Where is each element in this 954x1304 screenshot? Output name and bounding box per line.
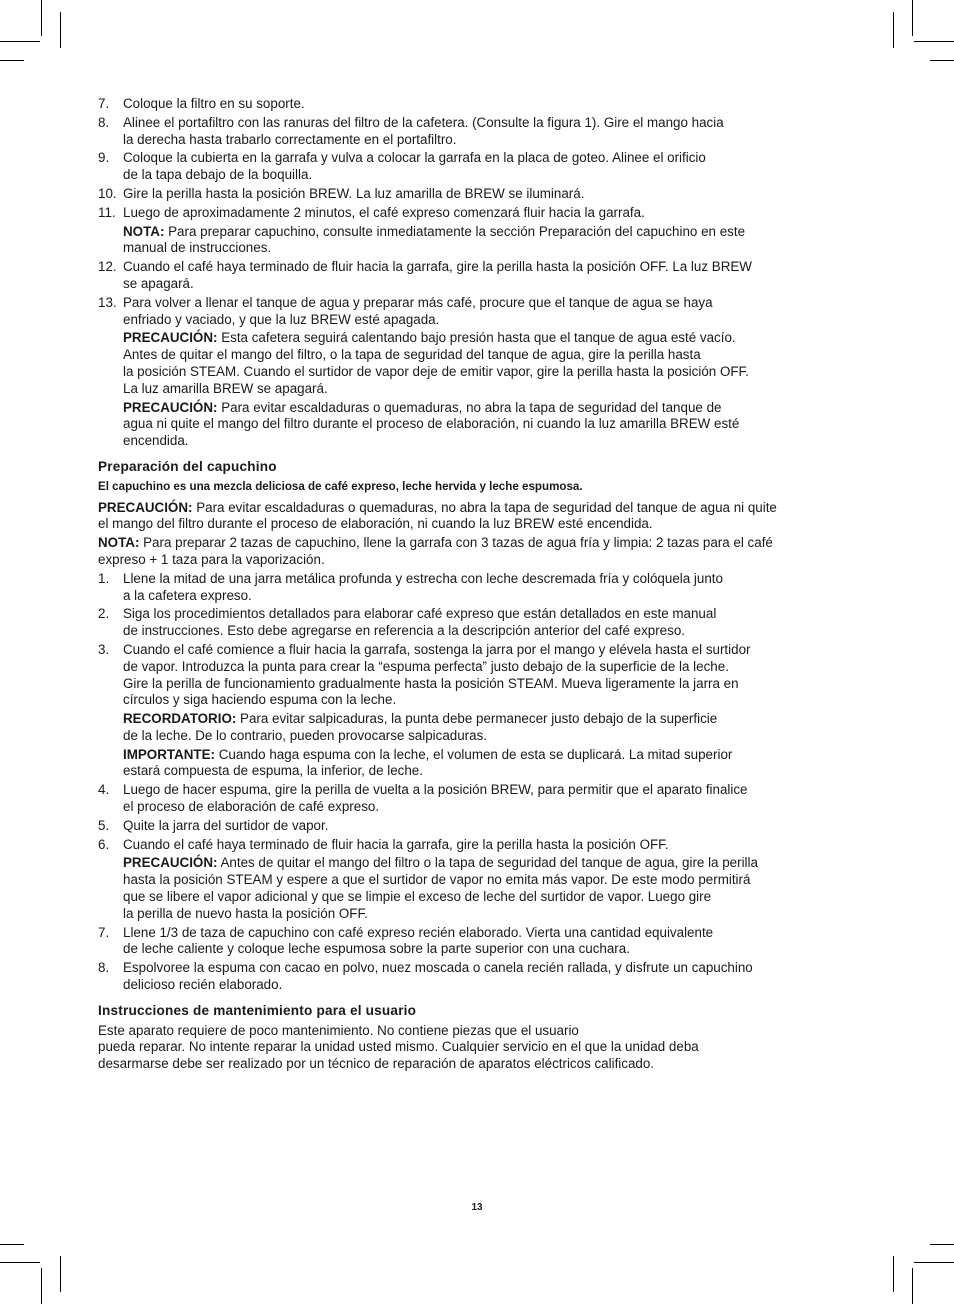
step-number: 12. bbox=[98, 259, 117, 275]
note-line: agua ni quite el mango del filtro durante el proceso de elaboración, ni cuando la luz amarilla BREW esté bbox=[123, 416, 740, 432]
note-label: PRECAUCIÓN: bbox=[123, 399, 218, 415]
step-line: Luego de aproximadamente 2 minutos, el café expreso comenzará fluir hacia la garrafa. bbox=[123, 204, 645, 220]
step-list-brewing bbox=[98, 96, 853, 450]
step-text bbox=[123, 925, 853, 959]
crop-mark bbox=[60, 12, 61, 48]
note-text bbox=[98, 535, 773, 567]
crop-mark bbox=[41, 0, 42, 36]
step-line: el proceso de elaboración de café expreso. bbox=[123, 799, 380, 815]
step-text bbox=[123, 782, 853, 816]
note-line: que se libere el vapor adicional y que se limpie el exceso de leche del surtidor de vapor. Luego gire bbox=[123, 889, 712, 905]
step-note bbox=[123, 747, 853, 781]
step-number: 8. bbox=[98, 960, 110, 976]
step-number: 7. bbox=[98, 924, 110, 940]
crop-mark bbox=[912, 1268, 913, 1304]
step-number: 2. bbox=[98, 606, 110, 622]
step-number: 6. bbox=[98, 836, 110, 852]
crop-mark bbox=[41, 1268, 42, 1304]
step-text bbox=[123, 259, 853, 293]
note-line: manual de instrucciones. bbox=[123, 240, 272, 256]
crop-mark bbox=[0, 60, 24, 61]
step-line: Gire la perilla de funcionamiento gradualmente hasta la posición STEAM. Mueva ligeramente la jarra en bbox=[123, 675, 739, 691]
step-number: 3. bbox=[98, 641, 110, 657]
section-lead: El capuchino es una mezcla deliciosa de café expreso, leche hervida y leche espumosa. bbox=[98, 479, 583, 493]
step-line: a la cafetera expreso. bbox=[123, 587, 252, 603]
section-title-maintenance: Instrucciones de mantenimiento para el usuario bbox=[98, 1002, 417, 1018]
paragraph-line: desarmarse debe ser realizado por un técnico de reparación de aparatos eléctricos calificado. bbox=[98, 1056, 655, 1072]
crop-mark bbox=[914, 41, 954, 42]
list-item bbox=[98, 150, 853, 184]
list-item bbox=[98, 259, 853, 293]
step-list-capuchino bbox=[98, 571, 853, 994]
note-line: Esta cafetera seguirá calentando bajo presión hasta que el tanque de agua esté vacío. bbox=[217, 330, 736, 346]
paragraph-line: pueda reparar. No intente reparar la unidad usted mismo. Cualquier servicio en el que la unidad deba bbox=[98, 1039, 699, 1055]
step-line: delicioso recién elaborado. bbox=[123, 977, 283, 993]
step-line: Cuando el café haya terminado de fluir hacia la garrafa, gire la perilla hasta la posición OFF. bbox=[123, 836, 669, 852]
step-number: 4. bbox=[98, 782, 110, 798]
step-number: 5. bbox=[98, 817, 110, 833]
step-text bbox=[123, 642, 853, 709]
step-text bbox=[123, 96, 853, 113]
note-line: de la leche. De lo contrario, pueden provocarse salpicaduras. bbox=[123, 727, 487, 743]
note-label: PRECAUCIÓN: bbox=[123, 330, 218, 346]
step-text bbox=[123, 186, 853, 203]
note-line: La luz amarilla BREW se apagará. bbox=[123, 380, 328, 396]
note-paragraph bbox=[98, 535, 853, 569]
step-line: Llene la mitad de una jarra metálica profunda y estrecha con leche descremada fría y colóquela junto bbox=[123, 570, 723, 586]
note-line: expreso + 1 taza para la vaporización. bbox=[98, 551, 325, 567]
precaution-label: PRECAUCIÓN: bbox=[98, 499, 193, 515]
step-note bbox=[123, 711, 853, 745]
note-line: Cuando haga espuma con la leche, el volumen de esta se duplicará. La mitad superior bbox=[215, 746, 733, 762]
note-line: estará compuesta de espuma, la inferior, de leche. bbox=[123, 763, 423, 779]
page-number: 13 bbox=[471, 1202, 483, 1213]
section-title-capuchino: Preparación del capuchino bbox=[98, 458, 277, 474]
step-line: Espolvoree la espuma con cacao en polvo, nuez moscada o canela recién rallada, y disfrute un capuchino bbox=[123, 960, 753, 976]
list-item bbox=[98, 186, 853, 203]
precaution-line: el mango del filtro durante el proceso de elaboración, ni cuando la luz BREW esté encendida. bbox=[98, 516, 653, 532]
precaution-line: Para evitar escaldaduras o quemaduras, no abra la tapa de seguridad del tanque de agua ni quite bbox=[192, 499, 777, 515]
step-note bbox=[123, 224, 853, 258]
paragraph-line: Este aparato requiere de poco mantenimiento. No contiene piezas que el usuario bbox=[98, 1022, 579, 1038]
step-line: círculos y siga haciendo espuma con la leche. bbox=[123, 692, 397, 708]
crop-mark bbox=[0, 1262, 40, 1263]
step-text bbox=[123, 606, 853, 640]
note-line: hasta la posición STEAM y espere a que el surtidor de vapor no emita más vapor. De este modo permitirá bbox=[123, 872, 751, 888]
step-text bbox=[123, 571, 853, 605]
step-number: 13. bbox=[98, 294, 117, 310]
step-note bbox=[123, 855, 853, 922]
step-line: se apagará. bbox=[123, 275, 194, 291]
step-line: Gire la perilla hasta la posición BREW. La luz amarilla de BREW se iluminará. bbox=[123, 185, 585, 201]
crop-mark bbox=[930, 60, 954, 61]
note-line: Para evitar salpicaduras, la punta debe permanecer justo debajo de la superficie bbox=[236, 711, 718, 727]
step-line: de leche caliente y coloque leche espumosa sobre la parte superior con una cuchara. bbox=[123, 941, 630, 957]
list-item bbox=[98, 782, 853, 816]
step-line: Para volver a llenar el tanque de agua y preparar más café, procure que el tanque de agua se haya bbox=[123, 294, 713, 310]
note-label: NOTA: bbox=[123, 223, 165, 239]
note-line: Antes de quitar el mango del filtro o la tapa de seguridad del tanque de agua, gire la perilla bbox=[217, 855, 758, 871]
step-line: enfriado y vaciado, y que la luz BREW esté apagada. bbox=[123, 311, 440, 327]
step-note bbox=[123, 400, 853, 450]
crop-mark bbox=[893, 1256, 894, 1292]
step-number: 1. bbox=[98, 570, 110, 586]
step-note bbox=[123, 330, 853, 397]
list-item bbox=[98, 818, 853, 835]
step-line: Alinee el portafiltro con las ranuras del filtro de la cafetera. (Consulte la figura 1). Gire el mango hacia bbox=[123, 114, 724, 130]
list-item bbox=[98, 295, 853, 450]
list-item bbox=[98, 837, 853, 923]
note-label: IMPORTANTE: bbox=[123, 746, 215, 762]
step-line: Coloque la filtro en su soporte. bbox=[123, 96, 305, 111]
step-line: de la tapa debajo de la boquilla. bbox=[123, 167, 313, 183]
list-item bbox=[98, 571, 853, 605]
step-text bbox=[123, 837, 853, 854]
precaution-paragraph bbox=[98, 500, 853, 534]
list-item bbox=[98, 115, 853, 149]
crop-mark bbox=[60, 1256, 61, 1292]
step-line: Luego de hacer espuma, gire la perilla de vuelta a la posición BREW, para permitir que el aparato finalice bbox=[123, 782, 748, 798]
list-item bbox=[98, 96, 853, 113]
list-item bbox=[98, 960, 853, 994]
step-line: Cuando el café haya terminado de fluir hacia la garrafa, gire la perilla hasta la posición OFF. La luz BREW bbox=[123, 259, 752, 275]
note-line: la posición STEAM. Cuando el surtidor de vapor deje de emitir vapor, gire la perilla hasta la posición OFF. bbox=[123, 363, 749, 379]
step-text bbox=[123, 150, 853, 184]
maintenance-paragraph bbox=[98, 1023, 853, 1073]
step-number: 10. bbox=[98, 185, 117, 201]
note-line: encendida. bbox=[123, 433, 189, 449]
list-item bbox=[98, 642, 853, 780]
step-line: Siga los procedimientos detallados para elaborar café expreso que están detallados en este manual bbox=[123, 606, 717, 622]
step-line: Llene 1/3 de taza de capuchino con café expreso recién elaborado. Vierta una cantidad equivalente bbox=[123, 924, 714, 940]
step-number: 8. bbox=[98, 114, 110, 130]
list-item bbox=[98, 925, 853, 959]
note-line: Antes de quitar el mango del filtro, o la tapa de seguridad del tanque de agua, gire la perilla hasta bbox=[123, 347, 701, 363]
step-text bbox=[123, 115, 853, 149]
step-text bbox=[123, 818, 853, 835]
list-item bbox=[98, 205, 853, 257]
step-number: 9. bbox=[98, 150, 110, 166]
step-number: 11. bbox=[98, 204, 116, 220]
crop-mark bbox=[930, 1244, 954, 1245]
note-line: Para evitar escaldaduras o quemaduras, no abra la tapa de seguridad del tanque de bbox=[217, 399, 722, 415]
crop-mark bbox=[0, 41, 40, 42]
crop-mark bbox=[912, 0, 913, 36]
step-line: Coloque la cubierta en la garrafa y vulva a colocar la garrafa en la placa de goteo. Alinee el orificio bbox=[123, 150, 706, 166]
step-text bbox=[123, 295, 853, 329]
crop-mark bbox=[893, 12, 894, 48]
step-text bbox=[123, 960, 853, 994]
step-line: Cuando el café comience a fluir hacia la garrafa, sostenga la jarra por el mango y elévela hasta el surtidor bbox=[123, 641, 751, 657]
step-text bbox=[123, 205, 853, 222]
list-item bbox=[98, 606, 853, 640]
page-body bbox=[98, 96, 853, 1075]
step-line: de instrucciones. Esto debe agregarse en referencia a la descripción anterior del café expreso. bbox=[123, 623, 685, 639]
step-number: 7. bbox=[98, 96, 110, 111]
note-label: PRECAUCIÓN: bbox=[123, 855, 218, 871]
note-label: NOTA: bbox=[98, 535, 140, 551]
precaution-text bbox=[98, 500, 777, 532]
step-line: Quite la jarra del surtidor de vapor. bbox=[123, 817, 329, 833]
crop-mark bbox=[914, 1262, 954, 1263]
crop-mark bbox=[0, 1244, 24, 1245]
step-line: de vapor. Introduzca la punta para crear la “espuma perfecta” justo debajo de la superficie de la leche. bbox=[123, 658, 729, 674]
note-line: Para preparar capuchino, consulte inmediatamente la sección Preparación del capuchino en este bbox=[164, 223, 746, 239]
note-label: RECORDATORIO: bbox=[123, 711, 237, 727]
step-line: la derecha hasta trabarlo correctamente en el portafiltro. bbox=[123, 131, 457, 147]
note-line: Para preparar 2 tazas de capuchino, llene la garrafa con 3 tazas de agua fría y limpia: 2 tazas para el café bbox=[139, 535, 773, 551]
note-line: la perilla de nuevo hasta la posición OFF. bbox=[123, 905, 368, 921]
